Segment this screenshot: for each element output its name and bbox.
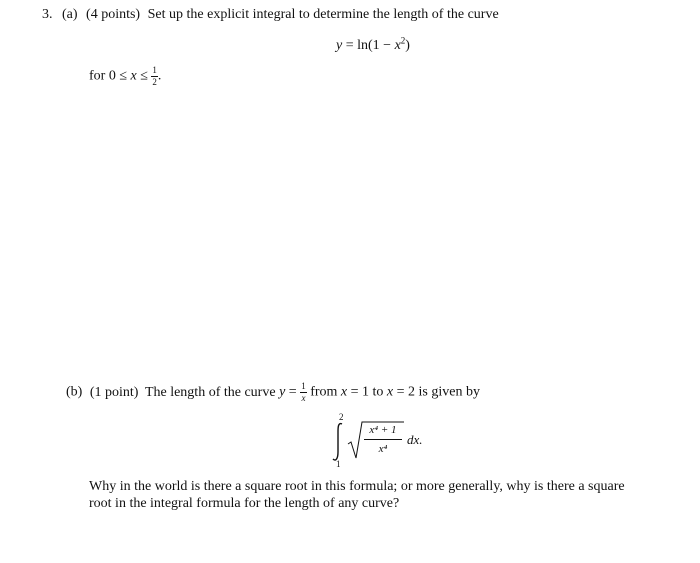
equation-equals: = — [345, 38, 354, 53]
domain-prefix: for 0 ≤ — [89, 68, 128, 84]
integral-differential: dx. — [407, 432, 423, 447]
domain-end: . — [157, 68, 162, 84]
arc-length-integral — [330, 412, 450, 472]
equation-fn: ln(1 − — [357, 38, 392, 53]
part-a-prompt: Set up the explicit integral to determine the length of the curve — [147, 7, 499, 22]
integrand-numerator: x⁴ + 1 — [369, 424, 397, 436]
equation-var: x — [394, 38, 401, 53]
part-b-heading — [66, 382, 480, 403]
to-var: x — [386, 384, 394, 400]
from-val: = 1 to — [350, 384, 384, 400]
part-b-text2: from — [310, 384, 338, 400]
part-a-points: (4 points) — [86, 7, 141, 22]
question-line-1: Why in the world is there a square root in this formula; or more generally, why is there a square — [89, 479, 625, 494]
curve-equation — [336, 35, 410, 54]
question-line-2: root in the integral formula for the length of any curve? — [89, 496, 400, 511]
curve-lhs: y — [279, 384, 286, 400]
integral-lower-limit: 1 — [336, 459, 341, 469]
part-a-label: (a) — [62, 7, 78, 22]
integral-upper-limit: 2 — [339, 412, 344, 422]
curve-frac-den: x — [301, 393, 306, 403]
equation-exponent: 2 — [400, 35, 406, 46]
to-val: = 2 is given by — [396, 384, 480, 400]
equation-lhs: y — [336, 38, 343, 53]
domain-rel: ≤ — [140, 68, 148, 84]
domain-frac-num: 1 — [152, 65, 157, 75]
part-b-label: (b) — [66, 384, 83, 400]
curve-frac-num: 1 — [301, 381, 306, 391]
integrand-denominator: x⁴ — [378, 443, 388, 455]
part-a-heading — [42, 7, 499, 23]
part-b-text1: The length of the curve — [144, 384, 276, 400]
problem-number: 3. — [42, 7, 53, 22]
domain-var: x — [130, 68, 137, 84]
curve-fraction — [300, 382, 307, 403]
domain-frac-den: 2 — [152, 77, 157, 87]
from-var: x — [340, 384, 348, 400]
curve-equals: = — [288, 384, 297, 400]
integral-sign-icon — [330, 422, 346, 462]
integrand-fraction-bar — [364, 439, 402, 440]
equation-close: ) — [405, 38, 410, 53]
domain-statement — [89, 66, 161, 87]
part-b-points: (1 point) — [89, 384, 139, 400]
